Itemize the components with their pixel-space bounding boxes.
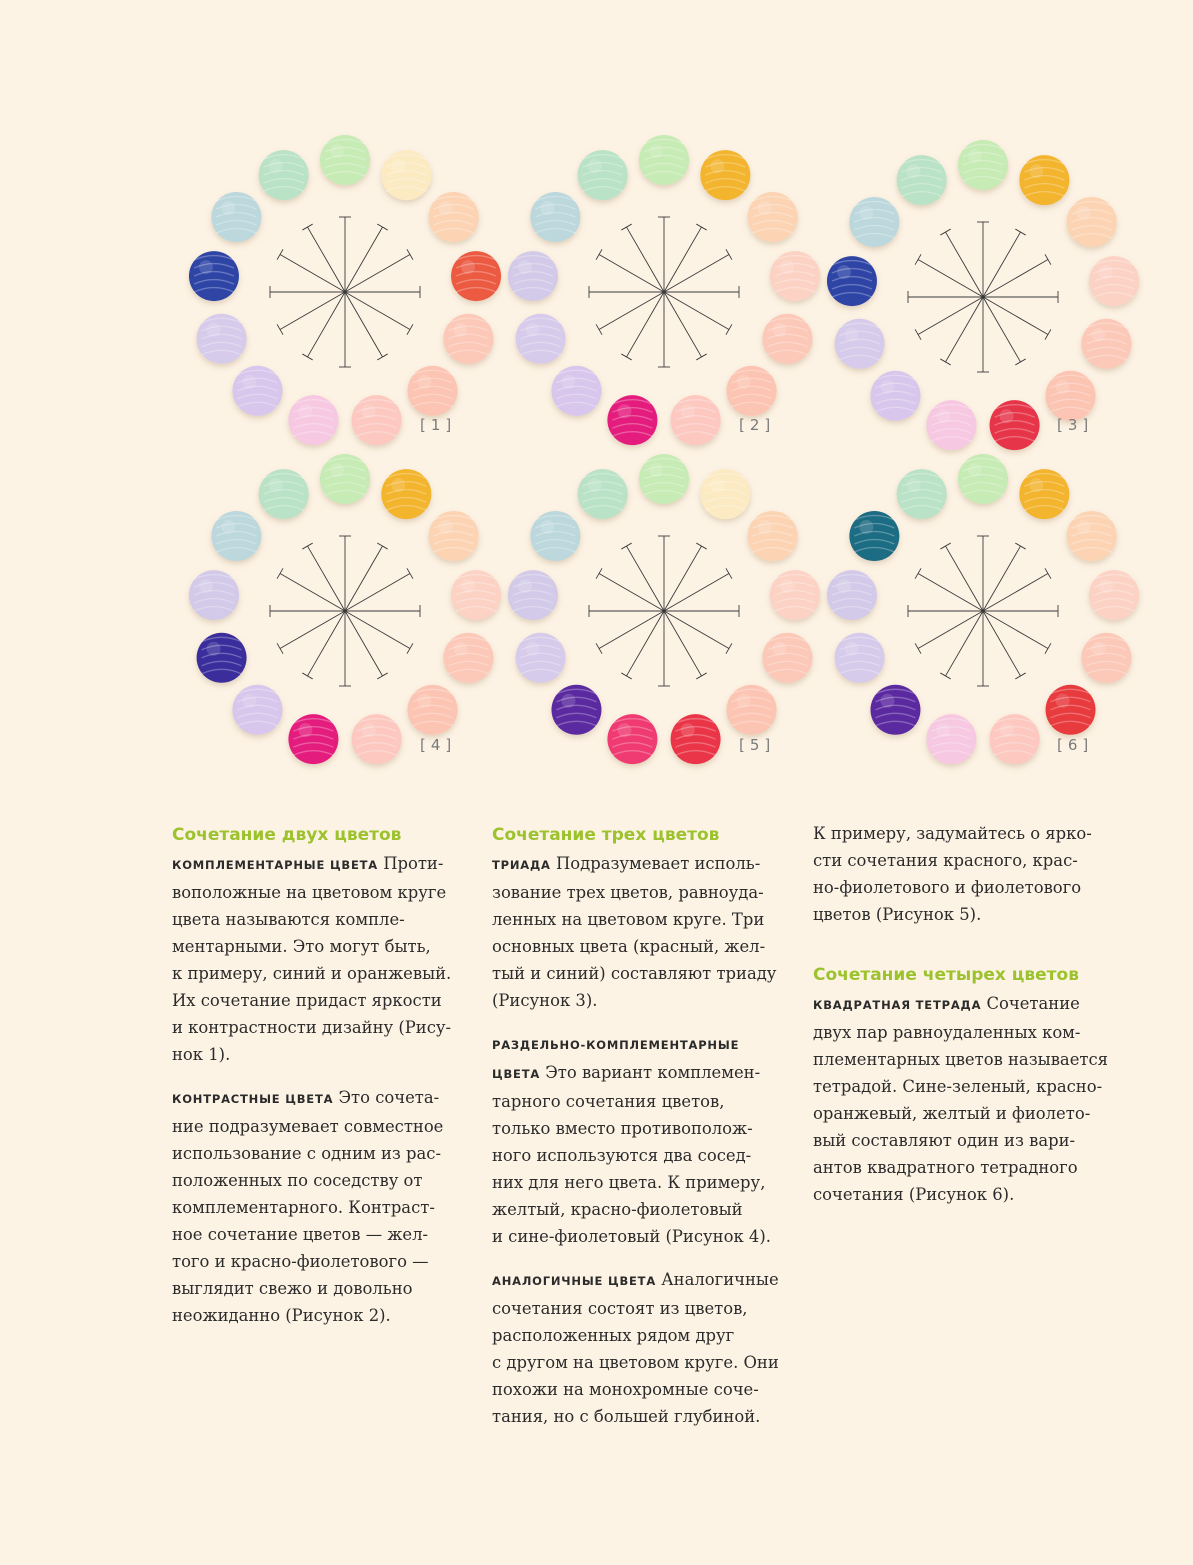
spoke-cap — [621, 543, 631, 549]
spoke-cap — [915, 568, 921, 578]
text-line: вый составляют один из вари- — [813, 1131, 1076, 1150]
term-square-tetrad: КВАДРАТНАЯ ТЕТРАДА — [813, 998, 982, 1012]
yarn-ball — [1089, 256, 1139, 306]
spoke — [627, 292, 665, 357]
text-line: использование с одним из рас- — [172, 1144, 442, 1163]
spoke-cap — [726, 568, 732, 578]
yarn-ball — [770, 251, 820, 301]
yarn-ball — [443, 633, 493, 683]
yarn-ball — [897, 469, 947, 519]
text-line: Это сочета- — [333, 1088, 440, 1107]
yarn-ball — [958, 454, 1008, 504]
yarn-ball — [429, 192, 479, 242]
yarn-ball — [508, 251, 558, 301]
spoke-cap — [1015, 543, 1025, 549]
spoke-cap — [377, 543, 387, 549]
yarn-ball — [551, 366, 601, 416]
spoke-cap — [696, 224, 706, 230]
spoke — [983, 297, 1021, 362]
yarn-ball — [958, 140, 1008, 190]
spoke-cap — [302, 543, 312, 549]
spoke — [627, 546, 665, 611]
text-line: ного используются два сосед- — [492, 1146, 752, 1165]
yarn-ball — [700, 150, 750, 200]
yarn-ball — [381, 469, 431, 519]
wheel-spokes — [589, 536, 739, 686]
yarn-ball — [827, 256, 877, 306]
text-line: к примеру, синий и оранжевый. — [172, 964, 452, 983]
spoke-cap — [277, 249, 283, 259]
spoke — [918, 260, 983, 298]
spoke-cap — [277, 568, 283, 578]
spoke — [918, 297, 983, 335]
spoke — [308, 546, 346, 611]
spoke — [983, 611, 1021, 676]
spoke — [599, 574, 664, 612]
yarn-ball — [197, 633, 247, 683]
spoke-cap — [940, 359, 950, 365]
yarn-ball — [1019, 155, 1069, 205]
yarn-ball — [381, 150, 431, 200]
text-line: основных цвета (красный, жел- — [492, 937, 766, 956]
term-contrast: КОНТРАСТНЫЕ ЦВЕТА — [172, 1092, 334, 1106]
spoke-cap — [596, 568, 602, 578]
yarn-ball — [700, 469, 750, 519]
yarn-ball — [232, 366, 282, 416]
text-line: оранжевый, желтый и фиолето- — [813, 1104, 1091, 1123]
text-line: ное сочетание цветов — жел- — [172, 1225, 429, 1244]
spoke — [280, 292, 345, 330]
color-wheel-6 — [827, 454, 1139, 764]
spoke — [946, 297, 984, 362]
text-line: антов квадратного тетрадного — [813, 1158, 1078, 1177]
text-line: неожиданно (Рисунок 2). — [172, 1306, 391, 1325]
text-line: и сине-фиолетовый (Рисунок 4). — [492, 1227, 771, 1246]
wheel-spokes — [908, 222, 1058, 372]
spoke-cap — [1015, 229, 1025, 235]
spoke — [345, 611, 410, 649]
text-line: но-фиолетового и фиолетового — [813, 878, 1082, 897]
spoke — [345, 574, 410, 612]
spoke — [664, 227, 702, 292]
yarn-ball — [990, 400, 1040, 450]
spoke — [918, 574, 983, 612]
spoke-cap — [915, 643, 921, 653]
color-wheel-4 — [189, 454, 501, 764]
text-line: желтый, красно-фиолетовый — [492, 1200, 743, 1219]
text-line: цветов (Рисунок 5). — [813, 905, 982, 924]
text-line: расположенных рядом друг — [492, 1326, 735, 1345]
yarn-ball — [189, 570, 239, 620]
column-1 — [172, 820, 472, 1345]
yarn-ball — [926, 400, 976, 450]
yarn-ball — [530, 511, 580, 561]
text-line: ленных на цветовом круге. Три — [492, 910, 765, 929]
wheel-spokes — [270, 217, 420, 367]
spoke — [983, 611, 1048, 649]
spoke-cap — [940, 673, 950, 679]
spoke-cap — [377, 673, 387, 679]
yarn-ball — [578, 150, 628, 200]
spoke-cap — [696, 673, 706, 679]
yarn-ball — [897, 155, 947, 205]
yarn-ball — [1067, 197, 1117, 247]
spoke — [983, 297, 1048, 335]
text-line: комплементарного. Контраст- — [172, 1198, 435, 1217]
spoke-cap — [1045, 568, 1051, 578]
spoke — [345, 227, 383, 292]
para-analogous — [492, 1266, 792, 1430]
spoke — [308, 292, 346, 357]
yarn-ball — [211, 192, 261, 242]
term-split-complementary: РАЗДЕЛЬНО-КОМПЛЕМЕНТАРНЫЕ — [492, 1038, 740, 1052]
yarn-ball — [1089, 570, 1139, 620]
color-wheel-2 — [508, 135, 820, 445]
text-line: ние подразумевает совместное — [172, 1117, 444, 1136]
yarn-ball — [320, 135, 370, 185]
text-line: Проти- — [377, 854, 444, 873]
yarn-ball — [320, 454, 370, 504]
spoke-cap — [596, 324, 602, 334]
spoke-cap — [696, 543, 706, 549]
yarn-ball — [352, 395, 402, 445]
text-line: с другом на цветовом круге. Они — [492, 1353, 779, 1372]
yarn-ball — [1067, 511, 1117, 561]
text-line: Аналогичные — [656, 1270, 779, 1289]
yarn-ball — [762, 633, 812, 683]
para-square-tetrad — [813, 990, 1113, 1208]
heading-three-colors: Сочетание трех цветов — [492, 825, 720, 845]
spoke — [918, 611, 983, 649]
text-line: Подразумевает исполь- — [550, 854, 761, 873]
text-line: нок 1). — [172, 1045, 231, 1064]
figure-caption-2: [2] — [739, 416, 776, 434]
spoke-cap — [726, 249, 732, 259]
yarn-ball — [451, 251, 501, 301]
spoke-cap — [407, 324, 413, 334]
spoke — [983, 574, 1048, 612]
yarn-ball — [835, 633, 885, 683]
spoke — [280, 255, 345, 293]
text-line: Их сочетание придаст яркости — [172, 991, 442, 1010]
yarn-ball — [727, 366, 777, 416]
figure-caption-4: [4] — [420, 736, 457, 754]
spoke-cap — [596, 249, 602, 259]
wheel-spokes — [908, 536, 1058, 686]
spoke-cap — [407, 643, 413, 653]
yarn-ball — [762, 314, 812, 364]
spoke-cap — [302, 673, 312, 679]
color-wheel-1 — [189, 135, 501, 445]
yarn-ball — [748, 511, 798, 561]
spoke — [345, 292, 383, 357]
text-line: похожи на монохромные сочe- — [492, 1380, 759, 1399]
spoke — [664, 292, 729, 330]
text-line: выглядит свежо и довольно — [172, 1279, 413, 1298]
spoke-cap — [915, 254, 921, 264]
spoke-cap — [1045, 643, 1051, 653]
spoke — [946, 611, 984, 676]
text-line: тания, но с большей глубиной. — [492, 1407, 761, 1426]
yarn-ball — [530, 192, 580, 242]
text-line: ментарными. Это могут быть, — [172, 937, 431, 956]
text-line: только вместо противополож- — [492, 1119, 753, 1138]
spoke-cap — [1015, 673, 1025, 679]
para-complementary — [172, 850, 472, 1068]
spoke — [345, 292, 410, 330]
wheel-spokes — [589, 217, 739, 367]
spoke-cap — [726, 643, 732, 653]
yarn-ball — [352, 714, 402, 764]
yarn-ball — [516, 633, 566, 683]
term-triad: ТРИАДА — [492, 858, 551, 872]
spoke-cap — [1045, 329, 1051, 339]
yarn-ball — [607, 714, 657, 764]
yarn-ball — [451, 570, 501, 620]
term-analogous: АНАЛОГИЧНЫЕ ЦВЕТА — [492, 1274, 657, 1288]
yarn-ball — [1081, 319, 1131, 369]
heading-four-colors: Сочетание четырех цветов — [813, 965, 1079, 985]
yarn-ball — [211, 511, 261, 561]
spoke — [308, 227, 346, 292]
yarn-ball — [748, 192, 798, 242]
spoke-cap — [407, 249, 413, 259]
text-line: сочетания (Рисунок 6). — [813, 1185, 1015, 1204]
spoke — [664, 546, 702, 611]
spoke-cap — [1015, 359, 1025, 365]
figure-caption-6: [6] — [1057, 736, 1094, 754]
spoke — [345, 611, 383, 676]
yarn-ball — [408, 685, 458, 735]
yarn-ball — [288, 714, 338, 764]
spoke — [946, 232, 984, 297]
yarn-ball — [990, 714, 1040, 764]
text-line: зование трех цветов, равноуда- — [492, 883, 764, 902]
spoke — [599, 611, 664, 649]
yarn-ball — [849, 197, 899, 247]
color-wheel-5 — [508, 454, 820, 764]
yarn-ball — [288, 395, 338, 445]
spoke — [280, 574, 345, 612]
spoke — [627, 611, 665, 676]
para-split-complementary — [492, 1030, 792, 1250]
spoke-cap — [377, 354, 387, 360]
column-3 — [813, 820, 1113, 1224]
yarn-ball — [259, 150, 309, 200]
text-line: сти сочетания красного, крас- — [813, 851, 1078, 870]
spoke — [627, 227, 665, 292]
spoke — [983, 546, 1021, 611]
text-line: цвета называются компле- — [172, 910, 405, 929]
yarn-ball — [671, 395, 721, 445]
spoke — [664, 574, 729, 612]
text-line: тетрадой. Сине-зеленый, красно- — [813, 1077, 1103, 1096]
spoke-cap — [377, 224, 387, 230]
color-wheel-3 — [827, 140, 1139, 450]
spoke-cap — [621, 673, 631, 679]
yarn-ball — [926, 714, 976, 764]
spoke — [280, 611, 345, 649]
text-line: того и красно-фиолетового — — [172, 1252, 429, 1271]
spoke-cap — [277, 324, 283, 334]
yarn-ball — [1046, 371, 1096, 421]
yarn-ball — [578, 469, 628, 519]
yarn-ball — [849, 511, 899, 561]
yarn-ball — [607, 395, 657, 445]
spoke — [345, 255, 410, 293]
yarn-ball — [639, 454, 689, 504]
text-line: К примеру, задумайтесь о ярко- — [813, 824, 1092, 843]
para-example-fig5 — [813, 820, 1113, 928]
para-triad — [492, 850, 792, 1014]
column-2 — [492, 820, 792, 1446]
spoke-cap — [696, 354, 706, 360]
spoke — [599, 255, 664, 293]
spoke-cap — [277, 643, 283, 653]
text-line: них для него цвета. К примеру, — [492, 1173, 766, 1192]
text-line: тый и синий) составляют триаду — [492, 964, 777, 983]
yarn-ball — [429, 511, 479, 561]
spoke — [345, 546, 383, 611]
term-complementary: КОМПЛЕМЕНТАРНЫЕ ЦВЕТА — [172, 858, 378, 872]
yarn-ball — [516, 314, 566, 364]
spoke — [664, 255, 729, 293]
spoke-cap — [726, 324, 732, 334]
yarn-ball — [551, 685, 601, 735]
yarn-ball — [189, 251, 239, 301]
spoke — [983, 260, 1048, 298]
para-contrast — [172, 1084, 472, 1329]
spoke-cap — [596, 643, 602, 653]
yarn-ball — [1046, 685, 1096, 735]
heading-two-colors: Сочетание двух цветов — [172, 825, 402, 845]
spoke — [599, 292, 664, 330]
text-line: двух пар равноудаленных ком- — [813, 1023, 1081, 1042]
yarn-ball — [827, 570, 877, 620]
text-line: (Рисунок 3). — [492, 991, 598, 1010]
text-line: Сочетание — [981, 994, 1080, 1013]
text-line: сочетания состоят из цветов, — [492, 1299, 748, 1318]
text-line: Это вариант комплемен- — [540, 1063, 761, 1082]
yarn-ball — [443, 314, 493, 364]
yarn-ball — [508, 570, 558, 620]
text-line: тарного сочетания цветов, — [492, 1092, 725, 1111]
yarn-ball — [639, 135, 689, 185]
yarn-ball — [870, 371, 920, 421]
figure-caption-3: [3] — [1057, 416, 1094, 434]
yarn-ball — [727, 685, 777, 735]
spoke-cap — [302, 354, 312, 360]
yarn-ball — [870, 685, 920, 735]
yarn-ball — [232, 685, 282, 735]
text-line: и контрастности дизайну (Рису- — [172, 1018, 452, 1037]
term-split-complementary-2: ЦВЕТА — [492, 1067, 541, 1081]
yarn-ball — [197, 314, 247, 364]
yarn-ball — [770, 570, 820, 620]
yarn-ball — [1081, 633, 1131, 683]
yarn-ball — [671, 714, 721, 764]
spoke-cap — [940, 543, 950, 549]
spoke — [664, 292, 702, 357]
text-line: воположные на цветовом круге — [172, 883, 447, 902]
spoke-cap — [621, 224, 631, 230]
text-line: положенных по соседству от — [172, 1171, 423, 1190]
yarn-ball — [408, 366, 458, 416]
figure-caption-1: [1] — [420, 416, 457, 434]
spoke-cap — [1045, 254, 1051, 264]
spoke-cap — [940, 229, 950, 235]
spoke — [664, 611, 729, 649]
spoke-cap — [621, 354, 631, 360]
spoke — [983, 232, 1021, 297]
wheel-spokes — [270, 536, 420, 686]
spoke — [664, 611, 702, 676]
text-line: плементарных цветов называется — [813, 1050, 1108, 1069]
figure-caption-5: [5] — [739, 736, 776, 754]
yarn-ball — [259, 469, 309, 519]
spoke-cap — [407, 568, 413, 578]
spoke-cap — [915, 329, 921, 339]
spoke-cap — [302, 224, 312, 230]
spoke — [308, 611, 346, 676]
yarn-ball — [1019, 469, 1069, 519]
yarn-ball — [835, 319, 885, 369]
spoke — [946, 546, 984, 611]
